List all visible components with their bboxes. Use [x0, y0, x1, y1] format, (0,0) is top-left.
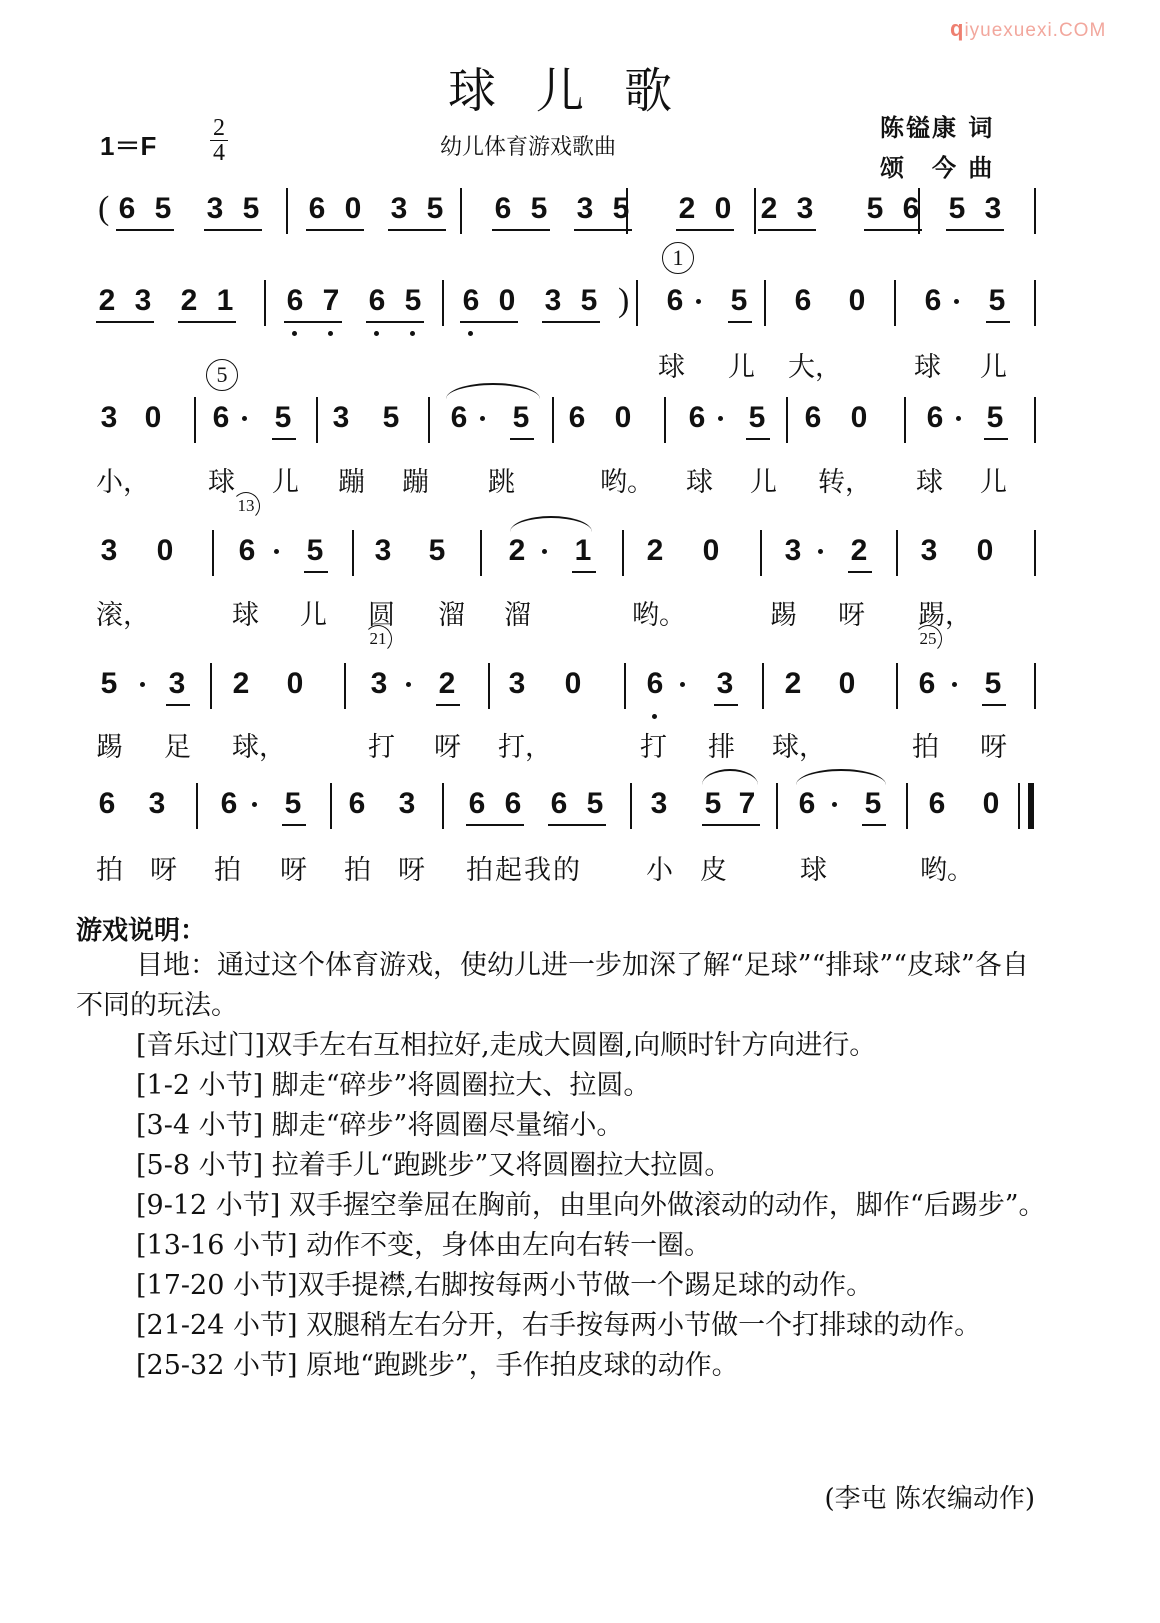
note: 6 [494, 192, 512, 225]
lyricist: 陈镒康 词 [880, 113, 995, 142]
beam-underline [466, 824, 524, 826]
note: 6 [504, 787, 522, 820]
note: 3 [390, 192, 408, 225]
augmentation-dot [680, 682, 685, 687]
lyric-syllable: 呀 [434, 732, 461, 763]
barline [762, 663, 764, 709]
augmentation-dot [954, 299, 959, 304]
beam-underline [758, 229, 816, 231]
lyric-syllable: 球 [914, 352, 941, 383]
instruction-paragraph: 目地：通过这个体育游戏，使幼儿进一步加深了解“足球”“排球”“皮球”各自不同的玩法。 [76, 950, 1029, 1021]
note: 6 [468, 787, 486, 820]
lyric-syllable: 踢 [770, 600, 797, 631]
augmentation-dot [242, 416, 247, 421]
augmentation-dot [952, 682, 957, 687]
note: 0 [982, 787, 1000, 820]
barline [630, 783, 632, 829]
note: 2 [678, 192, 696, 225]
lyric-syllable: 蹦 [402, 467, 429, 498]
note: 3 [576, 192, 594, 225]
barline [1034, 663, 1036, 709]
notation-row [96, 188, 1040, 248]
note: 0 [976, 534, 994, 567]
note: 3 [984, 192, 1002, 225]
note: 6 [646, 667, 664, 700]
lyric-syllable: 小， [96, 467, 150, 498]
note: 3 [148, 787, 166, 820]
note: 6 [462, 284, 480, 317]
measure-number-marker: 25 [914, 625, 942, 653]
barline [904, 397, 906, 443]
lyric-syllable: 呀 [280, 855, 307, 886]
lyric-syllable: 拍 [96, 855, 123, 886]
augmentation-dot [956, 416, 961, 421]
note: 5 [100, 667, 118, 700]
beam-underline [714, 704, 738, 706]
note: 2 [180, 284, 198, 317]
note: 5 [530, 192, 548, 225]
note: 5 [948, 192, 966, 225]
barline [194, 397, 196, 443]
lyric-syllable: 哟。 [600, 467, 654, 498]
note: 6 [220, 787, 238, 820]
slur [702, 769, 758, 785]
beam-underline [542, 321, 600, 323]
beam-underline [96, 321, 154, 323]
notation-row [96, 362, 1040, 457]
note: 0 [848, 284, 866, 317]
barline [316, 397, 318, 443]
note: 6 [666, 284, 684, 317]
beam-underline [986, 321, 1010, 323]
lyric-syllable: 蹦 [338, 467, 365, 498]
barline [1028, 783, 1034, 829]
lyric-syllable: 呀 [398, 855, 425, 886]
note: 5 [154, 192, 172, 225]
barline [1034, 397, 1036, 443]
beam-underline [116, 229, 174, 231]
lyric-syllable: 溜 [504, 600, 531, 631]
subtitle: 幼儿体育游戏歌曲 [440, 135, 617, 160]
beam-underline [166, 704, 190, 706]
note: 6 [568, 401, 586, 434]
beam-underline [178, 321, 236, 323]
lyric-syllable: 球 [800, 855, 827, 886]
note: 3 [100, 401, 118, 434]
note: 2 [850, 534, 868, 567]
note: 0 [564, 667, 582, 700]
note: 6 [118, 192, 136, 225]
note: 0 [614, 401, 632, 434]
note: 3 [796, 192, 814, 225]
note: 5 [580, 284, 598, 317]
lower-octave-dot [410, 331, 415, 336]
beam-underline [460, 321, 518, 323]
augmentation-dot [818, 549, 823, 554]
barline [786, 397, 788, 443]
lyric-syllable: 跳 [488, 467, 515, 498]
note: 6 [550, 787, 568, 820]
augmentation-dot [832, 802, 837, 807]
note: 1 [216, 284, 234, 317]
beam-underline [282, 824, 306, 826]
watermark: qiyuexuexi.COM [950, 16, 1107, 41]
beam-underline [492, 229, 550, 231]
lyric-syllable: 呀 [150, 855, 177, 886]
note: 6 [688, 401, 706, 434]
note: 3 [398, 787, 416, 820]
beam-underline [204, 229, 262, 231]
lyric-syllable: 皮 [700, 855, 727, 886]
note: 5 [426, 192, 444, 225]
lyric-syllable: 儿 [980, 467, 1007, 498]
augmentation-dot [274, 549, 279, 554]
note: 6 [902, 192, 920, 225]
lyric-syllable: 圆 [368, 600, 395, 631]
measure-number-marker: 21 [364, 625, 392, 653]
parenthesis: ) [618, 282, 630, 319]
note: 5 [988, 284, 1006, 317]
barline [442, 783, 444, 829]
note: 5 [274, 401, 292, 434]
note: 5 [730, 284, 748, 317]
barline [442, 280, 444, 326]
augmentation-dot [252, 802, 257, 807]
song-title: 球儿歌 [447, 63, 712, 119]
beam-underline [572, 571, 596, 573]
lyric-syllable: 球， [772, 732, 826, 763]
lyric-syllable: 球 [232, 600, 259, 631]
note: 6 [238, 534, 256, 567]
instructions-title: 游戏说明： [76, 916, 207, 946]
note: 3 [168, 667, 186, 700]
time-numerator: 2 [210, 116, 228, 141]
note: 5 [404, 284, 422, 317]
beam-underline [676, 229, 734, 231]
instruction-paragraph: [21-24 小节] 双腿稍左右分开，右手按每两小节做一个打排球的动作。 [136, 1310, 982, 1341]
barline [428, 397, 430, 443]
note: 3 [784, 534, 802, 567]
note: 6 [918, 667, 936, 700]
beam-underline [848, 571, 872, 573]
instructions [76, 946, 1046, 1386]
composer: 颂 今 曲 [880, 153, 995, 182]
note: 6 [368, 284, 386, 317]
barline [764, 280, 766, 326]
lower-octave-dot [652, 714, 657, 719]
note: 5 [306, 534, 324, 567]
barline [552, 397, 554, 443]
lyric-syllable: 拍 [214, 855, 241, 886]
note: 5 [704, 787, 722, 820]
lyric-syllable: 溜 [438, 600, 465, 631]
note: 3 [650, 787, 668, 820]
note: 0 [286, 667, 304, 700]
beam-underline [728, 321, 752, 323]
note: 5 [284, 787, 302, 820]
slur [446, 383, 540, 399]
time-signature [210, 116, 228, 165]
notation-row [96, 245, 1040, 340]
beam-underline [272, 438, 296, 440]
barline [330, 783, 332, 829]
beam-underline [746, 438, 770, 440]
note: 5 [986, 401, 1004, 434]
lyric-syllable: 拍 [912, 732, 939, 763]
beam-underline [366, 321, 424, 323]
note: 3 [374, 534, 392, 567]
lyric-syllable: 小 [646, 855, 673, 886]
lyric-syllable: 儿 [272, 467, 299, 498]
lower-octave-dot [374, 331, 379, 336]
lyric-syllable: 滚， [96, 600, 150, 631]
barline [480, 530, 482, 576]
beam-underline [436, 704, 460, 706]
augmentation-dot [696, 299, 701, 304]
lyric-syllable: 哟。 [920, 855, 974, 886]
lyric-syllable: 球 [658, 352, 685, 383]
note: 2 [232, 667, 250, 700]
lyric-syllable: 大， [788, 352, 842, 383]
barline [352, 530, 354, 576]
beam-underline [702, 824, 760, 826]
note: 3 [134, 284, 152, 317]
note: 2 [98, 284, 116, 317]
note: 6 [308, 192, 326, 225]
slur [510, 516, 592, 532]
note: 2 [508, 534, 526, 567]
barline [488, 663, 490, 709]
note: 0 [156, 534, 174, 567]
time-denominator: 4 [213, 140, 225, 166]
barline [636, 280, 638, 326]
note: 6 [794, 284, 812, 317]
note: 3 [370, 667, 388, 700]
barline [754, 188, 756, 234]
augmentation-dot [480, 416, 485, 421]
beam-underline [284, 321, 342, 323]
lyric-syllable: 哟。 [632, 600, 686, 631]
note: 5 [512, 401, 530, 434]
lyric-syllable: 排 [708, 732, 735, 763]
barline [1034, 280, 1036, 326]
note: 6 [926, 401, 944, 434]
note: 0 [144, 401, 162, 434]
barline [1034, 530, 1036, 576]
note: 0 [702, 534, 720, 567]
barline [896, 663, 898, 709]
note: 1 [574, 534, 592, 567]
note: 3 [206, 192, 224, 225]
instruction-paragraph: [17-20 小节]双手提襟,右脚按每两小节做一个踢足球的动作。 [136, 1270, 874, 1301]
note: 3 [920, 534, 938, 567]
note: 0 [850, 401, 868, 434]
lower-octave-dot [292, 331, 297, 336]
beam-underline [982, 704, 1006, 706]
note: 5 [866, 192, 884, 225]
barline [622, 530, 624, 576]
beam-underline [388, 229, 446, 231]
note: 3 [508, 667, 526, 700]
note: 3 [544, 284, 562, 317]
credits [880, 108, 994, 188]
note: 2 [646, 534, 664, 567]
lower-octave-dot [328, 331, 333, 336]
barline [460, 188, 462, 234]
lyric-syllable: 儿 [980, 352, 1007, 383]
note: 5 [748, 401, 766, 434]
lyric-syllable: 踢， [918, 600, 972, 631]
beam-underline [304, 571, 328, 573]
lyric-syllable: 踢 [96, 732, 123, 763]
note: 5 [984, 667, 1002, 700]
note: 3 [100, 534, 118, 567]
barline [760, 530, 762, 576]
instruction-paragraph: [音乐过门]双手左右互相拉好,走成大圆圈,向顺时针方向进行。 [136, 1030, 877, 1061]
lyric-syllable: 拍 [344, 855, 371, 886]
lyric-syllable: 球 [916, 467, 943, 498]
instruction-paragraph: [5-8 小节] 拉着手儿“跑跳步”又将圆圈拉大拉圆。 [136, 1150, 732, 1181]
instruction-paragraph: [1-2 小节] 脚走“碎步”将圆圈拉大、拉圆。 [136, 1070, 651, 1101]
lyric-syllable: 呀 [980, 732, 1007, 763]
augmentation-dot [140, 682, 145, 687]
note: 6 [98, 787, 116, 820]
measure-number-marker: 13 [232, 492, 260, 520]
beam-underline [862, 824, 886, 826]
augmentation-dot [406, 682, 411, 687]
barline [664, 397, 666, 443]
note: 5 [242, 192, 260, 225]
lyric-syllable: 球， [232, 732, 286, 763]
lyric-syllable: 呀 [838, 600, 865, 631]
note: 6 [798, 787, 816, 820]
note: 0 [838, 667, 856, 700]
measure-number-marker: 5 [206, 359, 238, 391]
lyric-syllable: 球 [208, 467, 235, 498]
measure-number-marker: 1 [662, 242, 694, 274]
barline [264, 280, 266, 326]
notation-row [96, 629, 1040, 723]
barline [624, 663, 626, 709]
lyric-syllable: 打， [498, 732, 552, 763]
barline [344, 663, 346, 709]
beam-underline [306, 229, 364, 231]
note: 5 [382, 401, 400, 434]
barline [212, 530, 214, 576]
beam-underline [548, 824, 606, 826]
augmentation-dot [718, 416, 723, 421]
barline [286, 188, 288, 234]
barline [1034, 188, 1036, 234]
notation-row [96, 496, 1040, 590]
note: 6 [928, 787, 946, 820]
note: 3 [332, 401, 350, 434]
note: 2 [438, 667, 456, 700]
lyric-syllable: 打 [368, 732, 395, 763]
parenthesis: ( [98, 190, 110, 227]
lyric-syllable: 拍起我的 [466, 855, 582, 886]
note: 6 [348, 787, 366, 820]
beam-underline [864, 229, 922, 231]
note: 3 [716, 667, 734, 700]
note: 6 [924, 284, 942, 317]
note: 6 [286, 284, 304, 317]
note: 5 [428, 534, 446, 567]
lyric-syllable: 打 [640, 732, 667, 763]
note: 2 [784, 667, 802, 700]
barline [776, 783, 778, 829]
beam-underline [574, 229, 632, 231]
instruction-paragraph: [9-12 小节] 双手握空拳屈在胸前，由里向外做滚动的动作，脚作“后踢步”。 [136, 1190, 1046, 1221]
instruction-paragraph: [13-16 小节] 动作不变，身体由左向右转一圈。 [136, 1230, 712, 1261]
lyric-syllable: 转， [818, 467, 872, 498]
note: 7 [738, 787, 756, 820]
note: 6 [804, 401, 822, 434]
note: 0 [714, 192, 732, 225]
beam-underline [510, 438, 534, 440]
barline [906, 783, 908, 829]
note: 0 [344, 192, 362, 225]
note: 6 [212, 401, 230, 434]
lyric-syllable: 儿 [728, 352, 755, 383]
lyric-syllable: 儿 [300, 600, 327, 631]
barline [1018, 783, 1020, 829]
note: 5 [586, 787, 604, 820]
lyric-syllable: 足 [164, 732, 191, 763]
augmentation-dot [542, 549, 547, 554]
note: 5 [612, 192, 630, 225]
barline [896, 530, 898, 576]
notation-row [96, 783, 1040, 843]
barline [894, 280, 896, 326]
instruction-paragraph: [3-4 小节] 脚走“碎步”将圆圈尽量缩小。 [136, 1110, 624, 1141]
beam-underline [984, 438, 1008, 440]
beam-underline [946, 229, 1004, 231]
barline [210, 663, 212, 709]
lower-octave-dot [468, 331, 473, 336]
note: 7 [322, 284, 340, 317]
note: 2 [760, 192, 778, 225]
lyric-syllable: 儿 [750, 467, 777, 498]
barline [196, 783, 198, 829]
note: 6 [450, 401, 468, 434]
key-signature: 1＝F [100, 131, 157, 161]
note: 0 [498, 284, 516, 317]
note: 5 [864, 787, 882, 820]
arrangement-credit: (李屯 陈农编动作) [824, 1484, 1035, 1514]
slur [796, 769, 886, 785]
lyric-syllable: 球 [686, 467, 713, 498]
instruction-paragraph: [25-32 小节] 原地“跑跳步”，手作拍皮球的动作。 [136, 1350, 739, 1381]
